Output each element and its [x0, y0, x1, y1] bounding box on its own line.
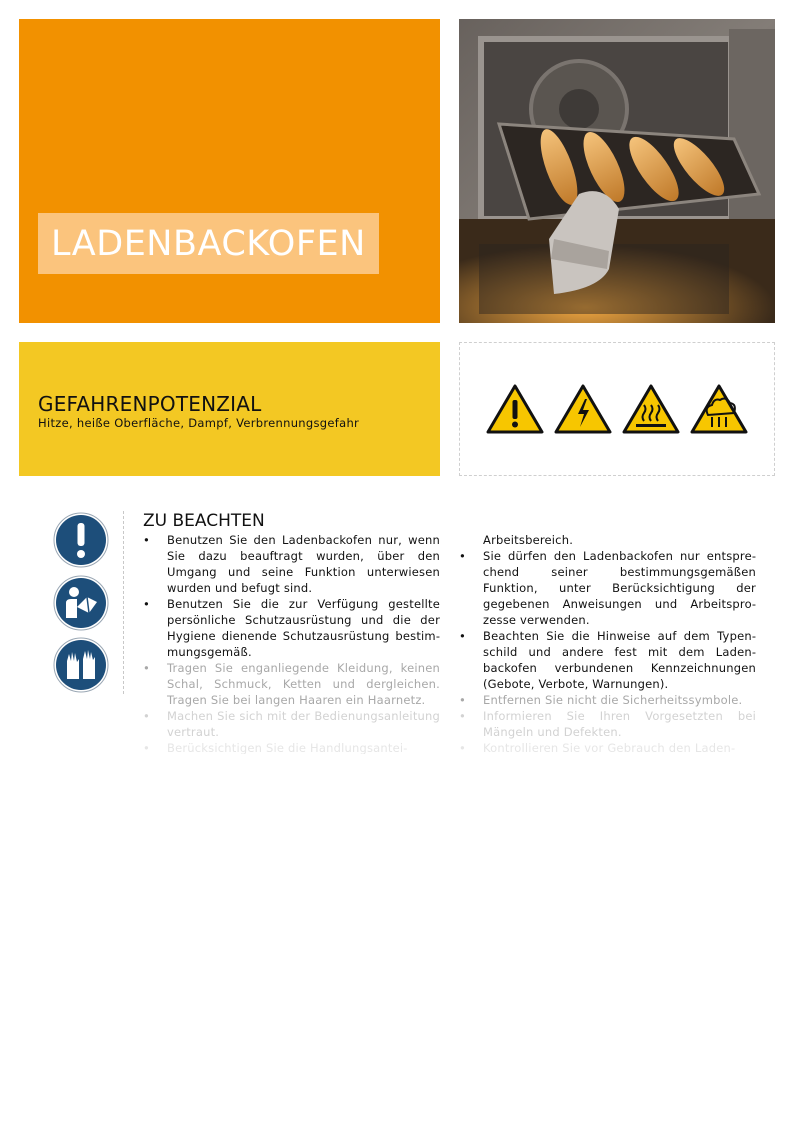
divider [123, 511, 124, 694]
general-warning-icon [486, 383, 544, 435]
list-item: • Informieren Sie Ihren Vorgesetzten bei Mängeln und Defekten. [459, 708, 756, 740]
list-item: • Entfernen Sie nicht die Sicherheitssymbole. [459, 692, 756, 708]
general-mandatory-icon [53, 512, 109, 568]
list-item: • Berücksichtigen Sie die Handlungsantei- [143, 740, 440, 754]
wear-gloves-icon [53, 637, 109, 693]
hot-surface-warning-icon [622, 383, 680, 435]
hazard-heading: GEFAHRENPOTENZIAL [38, 392, 262, 416]
list-item: • Tragen Sie enganliegende Kleidung, keinen Schal, Schmuck, Ketten und dergleichen. Tragen Sie bei langen Haaren ein Haarnetz. [143, 660, 440, 708]
list-item-continuation: Arbeitsbereich. [483, 533, 574, 547]
oven-photo [459, 19, 775, 323]
electricity-warning-icon [554, 383, 612, 435]
list-item: • Benutzen Sie den Ladenbackofen nur, wenn Sie dazu beauftragt wurden, über den Umgang und seine Funktion unterwiesen wurden und befugt sind. [143, 532, 440, 596]
list-item: • Machen Sie sich mit der Bedienungsanleitung vertraut. [143, 708, 440, 740]
steam-warning-icon [690, 383, 748, 435]
page-title: LADENBACKOFEN [38, 213, 379, 274]
list-item: • Beachten Sie die Hinweise auf dem Typenschild und andere fest mit dem Ladenbackofen verbundenen Kennzeichnungen (Gebote, Verbote, Warnungen). [459, 628, 756, 692]
notes-column-left [143, 532, 440, 754]
read-manual-icon [53, 575, 109, 631]
title-panel [19, 19, 440, 323]
oven-photo-illustration [459, 19, 775, 323]
hazard-subtitle: Hitze, heiße Oberfläche, Dampf, Verbrennungsgefahr [38, 416, 360, 430]
list-item: • Benutzen Sie die zur Verfügung gestellte persönliche Schutzausrüstung und die der Hygiene dienende Schutzausrüstung bestimmungsgemäß. [143, 596, 440, 660]
notes-heading: ZU BEACHTEN [143, 511, 265, 531]
list-item: • Sie dürfen den Ladenbackofen nur entsprechend seiner bestimmungsgemäßen Funktion, unter Berücksichtigung der gegebenen Anweisungen und Arbeitsprozesse verwenden. [459, 548, 756, 628]
notes-column-right [459, 532, 756, 754]
list-item: • Kontrollieren Sie vor Gebrauch den Laden- [459, 740, 756, 754]
